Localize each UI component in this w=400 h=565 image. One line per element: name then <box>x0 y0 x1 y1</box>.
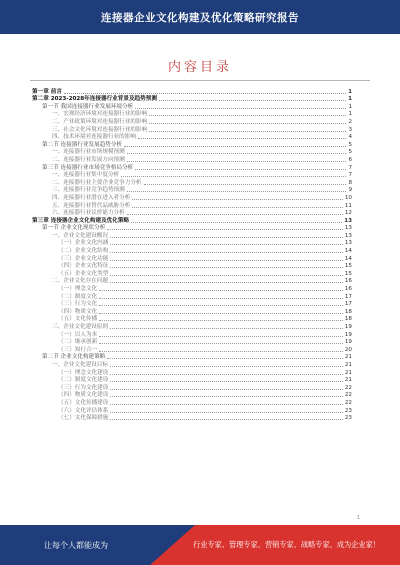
toc-entry-label: （一）企业文化内涵 <box>58 240 109 247</box>
toc-dot-leader <box>107 229 343 230</box>
toc-entry-label: （七）文化保障措施 <box>58 415 109 422</box>
toc-entry[interactable] <box>32 232 352 240</box>
toc-entry-page: 1 <box>348 88 352 95</box>
toc-entry-label: 第一节 我国连接器行业发展环境分析 <box>42 103 134 110</box>
toc-entry[interactable] <box>32 263 352 271</box>
toc-dot-leader <box>110 260 343 261</box>
toc-entry-label: （五）企业文化类型 <box>58 270 109 277</box>
toc-entry-page: 1 <box>348 111 352 118</box>
toc-entry[interactable] <box>32 339 352 347</box>
toc-entry-label: （五）文化传播建设 <box>58 399 109 406</box>
toc-entry-label: （四）企业文化特征 <box>58 263 109 270</box>
toc-dot-leader <box>110 252 343 253</box>
toc-entry-label: （三）行为文化建设 <box>58 384 109 391</box>
toc-dot-leader <box>135 108 346 109</box>
toc-dot-leader <box>99 290 343 291</box>
toc-dot-leader <box>99 343 343 344</box>
toc-entry-page: 19 <box>344 339 352 346</box>
toc-entry-page: 22 <box>344 399 352 406</box>
toc-entry-page: 8 <box>348 179 352 186</box>
toc-dot-leader <box>131 222 342 223</box>
toc-dot-leader <box>124 146 346 147</box>
toc-entry-page: 14 <box>344 255 352 262</box>
toc-entry-label: 第三节 连接器行业市场竞争格局分析 <box>42 164 134 171</box>
toc-entry[interactable] <box>32 323 352 331</box>
toc-entry-page: 7 <box>348 172 352 179</box>
toc-dot-leader <box>99 298 343 299</box>
toc-entry-page: 15 <box>344 263 352 270</box>
toc-dot-leader <box>110 244 343 245</box>
toc-entry-page: 13 <box>344 217 352 224</box>
toc-entry-label: （二）继承创新 <box>58 339 98 346</box>
footer-slogan-right: 行业专家、管理专家、营销专家、战略专家、成为企业家！ <box>193 540 380 549</box>
toc-dot-leader <box>132 199 343 200</box>
toc-entry[interactable] <box>32 255 352 263</box>
toc-entry[interactable] <box>32 179 352 187</box>
toc-entry-page: 11 <box>344 202 352 209</box>
toc-entry[interactable] <box>32 118 352 126</box>
toc-entry-label: （一）理念文化 <box>58 286 98 293</box>
toc-entry-label: 三、连接器行业竞争趋势预测 <box>52 187 125 194</box>
toc-entry-label: 一、连接器行业集中度分析 <box>52 172 120 179</box>
toc-entry-page: 5 <box>348 149 352 156</box>
toc-dot-leader <box>127 161 347 162</box>
toc-entry-label: 五、连接器行业替代品威胁分析 <box>52 202 131 209</box>
toc-dot-leader <box>99 305 343 306</box>
toc-entry[interactable] <box>32 331 352 339</box>
toc-dot-leader <box>110 381 343 382</box>
toc-entry-label: 四、连接器行业潜在进入者分析 <box>52 194 131 201</box>
toc-dot-leader <box>110 267 343 268</box>
toc-entry[interactable] <box>32 415 352 423</box>
toc-entry[interactable] <box>32 316 352 324</box>
toc-dot-leader <box>127 191 347 192</box>
toc-entry-page: 2 <box>348 118 352 125</box>
toc-entry-page: 12 <box>344 210 352 217</box>
toc-entry-page: 20 <box>344 346 352 353</box>
toc-dot-leader <box>121 176 346 177</box>
toc-entry[interactable] <box>32 392 352 400</box>
toc-entry-page: 19 <box>344 331 352 338</box>
toc-entry[interactable] <box>32 164 352 172</box>
toc-entry-label: 一、企业文化建设目标 <box>52 361 108 368</box>
toc-entry-label: 第三章 连接器企业文化构建及优化策略 <box>32 217 130 224</box>
toc-entry[interactable] <box>32 88 352 96</box>
report-header-bar <box>0 0 400 34</box>
toc-dot-leader <box>110 282 343 283</box>
toc-entry[interactable] <box>32 141 352 149</box>
toc-dot-leader <box>159 100 346 101</box>
toc-entry-page: 16 <box>344 286 352 293</box>
toc-entry-label: 第二节 连接器行业发展趋势分析 <box>42 141 123 148</box>
toc-entry-page: 5 <box>348 141 352 148</box>
toc-entry-label: （四）物质文化建设 <box>58 392 109 399</box>
toc-entry-label: 六、连接器行业议价能力分析 <box>52 210 125 217</box>
toc-dot-leader <box>64 93 346 94</box>
toc-entry-label: 第二节 企业文化构建策略 <box>42 354 106 361</box>
toc-dot-leader <box>135 169 346 170</box>
toc-entry-label: （二）制度文化 <box>58 293 98 300</box>
toc-entry-page: 18 <box>344 308 352 315</box>
toc-entry-page: 22 <box>344 392 352 399</box>
toc-entry[interactable] <box>32 202 352 210</box>
toc-entry[interactable] <box>32 285 352 293</box>
toc-dot-leader <box>149 115 346 116</box>
toc-entry[interactable] <box>32 156 352 164</box>
toc-dot-leader <box>144 184 347 185</box>
toc-entry-label: 二、产业政策环境对连接器行业的影响 <box>52 118 148 125</box>
toc-entry[interactable] <box>32 134 352 142</box>
toc-entry-label: 二、企业文化存在问题 <box>52 278 108 285</box>
toc-entry[interactable] <box>32 111 352 119</box>
toc-entry-page: 9 <box>348 187 352 194</box>
toc-entry-page: 1 <box>348 96 352 103</box>
toc-entry-page: 23 <box>344 407 352 414</box>
footer-bar <box>0 525 400 565</box>
toc-dot-leader <box>149 131 346 132</box>
toc-dot-leader <box>127 153 347 154</box>
toc-dot-leader <box>110 275 343 276</box>
toc-entry[interactable] <box>32 217 352 225</box>
toc-dot-leader <box>110 404 343 405</box>
toc-entry-label: （五）文化传播 <box>58 316 98 323</box>
toc-entry[interactable] <box>32 194 352 202</box>
toc-dot-leader <box>132 207 343 208</box>
toc-entry[interactable] <box>32 103 352 111</box>
toc-entry-page: 1 <box>348 103 352 110</box>
toc-entry[interactable] <box>32 377 352 385</box>
toc-entry-label: 三、社会文化环境对连接器行业的影响 <box>52 126 148 133</box>
toc-entry-label: （三）行为文化 <box>58 301 98 308</box>
toc-entry-page: 15 <box>344 270 352 277</box>
toc-entry[interactable] <box>32 308 352 316</box>
toc-entry-label: （一）理念文化建设 <box>58 369 109 376</box>
toc-dot-leader <box>99 320 343 321</box>
toc-entry[interactable] <box>32 361 352 369</box>
toc-dot-leader <box>127 214 343 215</box>
toc-entry-page: 10 <box>344 194 352 201</box>
toc-entry[interactable] <box>32 247 352 255</box>
toc-entry-label: 第二章 2023-2028年连接器行业背景及趋势预测 <box>32 96 157 103</box>
report-title: 连接器企业文化构建及优化策略研究报告 <box>101 11 299 24</box>
table-of-contents <box>32 88 352 422</box>
toc-entry[interactable] <box>32 278 352 286</box>
toc-entry[interactable] <box>32 301 352 309</box>
toc-entry-label: （四）物质文化 <box>58 308 98 315</box>
toc-entry-label: 第一章 前言 <box>32 88 62 95</box>
toc-dot-leader <box>138 138 347 139</box>
toc-entry[interactable] <box>32 172 352 180</box>
toc-entry-label: 二、连接器行业发展方向预测 <box>52 156 125 163</box>
toc-dot-leader <box>99 313 343 314</box>
toc-dot-leader <box>110 374 343 375</box>
toc-entry-label: （三）企业文化功能 <box>58 255 109 262</box>
toc-entry[interactable] <box>32 96 352 104</box>
toc-entry-label: 一、企业文化建设概况 <box>52 232 108 239</box>
toc-entry-page: 17 <box>344 293 352 300</box>
toc-entry[interactable] <box>32 225 352 233</box>
toc-entry[interactable] <box>32 346 352 354</box>
toc-dot-leader <box>99 351 343 352</box>
toc-dot-leader <box>110 328 343 329</box>
toc-entry-page: 22 <box>344 384 352 391</box>
toc-entry-label: 一、宏观经济环境对连接器行业的影响 <box>52 111 148 118</box>
toc-entry[interactable] <box>32 187 352 195</box>
toc-entry-label: 四、技术环境对连接器行业的影响 <box>52 134 136 141</box>
toc-entry-label: （二）企业文化结构 <box>58 248 109 255</box>
toc-dot-leader <box>110 412 343 413</box>
toc-entry[interactable] <box>32 384 352 392</box>
toc-entry-label: （三）知行合一 <box>58 346 98 353</box>
toc-entry-page: 13 <box>344 225 352 232</box>
toc-entry-page: 14 <box>344 248 352 255</box>
toc-entry[interactable] <box>32 149 352 157</box>
toc-entry-page: 21 <box>344 377 352 384</box>
footer-slogan-left: 让每个人都能成为 <box>44 540 108 550</box>
toc-entry-page: 17 <box>344 301 352 308</box>
toc-entry[interactable] <box>32 407 352 415</box>
toc-entry-page: 13 <box>344 240 352 247</box>
toc-entry-label: 二、连接器行业主要企业竞争力分析 <box>52 179 142 186</box>
toc-entry[interactable] <box>32 369 352 377</box>
toc-entry-page: 18 <box>344 316 352 323</box>
toc-entry-label: 三、企业文化建设原则 <box>52 324 108 330</box>
toc-entry-page: 16 <box>344 278 352 285</box>
toc-entry-label: （一）以人为本 <box>58 331 98 338</box>
toc-dot-leader <box>110 366 343 367</box>
toc-entry-label: 一、连接器行业市场规模预测 <box>52 149 125 156</box>
toc-entry-label: （二）制度文化建设 <box>58 377 109 384</box>
toc-entry[interactable] <box>32 210 352 218</box>
toc-entry-page: 4 <box>348 134 352 141</box>
toc-dot-leader <box>149 123 346 124</box>
toc-entry[interactable] <box>32 240 352 248</box>
toc-heading: 内容目录 <box>167 60 232 75</box>
toc-entry[interactable] <box>32 293 352 301</box>
toc-entry[interactable] <box>32 354 352 362</box>
toc-dot-leader <box>110 237 343 238</box>
toc-dot-leader <box>107 358 343 359</box>
page-number: 1 <box>356 515 360 521</box>
toc-dot-leader <box>99 336 343 337</box>
toc-entry-page: 7 <box>348 164 352 171</box>
toc-dot-leader <box>110 419 343 420</box>
toc-entry-page: 23 <box>344 415 352 422</box>
toc-divider <box>30 80 370 81</box>
toc-entry-page: 21 <box>344 361 352 368</box>
toc-entry[interactable] <box>32 399 352 407</box>
toc-entry-page: 21 <box>344 369 352 376</box>
toc-entry-label: 第一节 企业文化现状分析 <box>42 225 106 232</box>
toc-entry-page: 13 <box>344 232 352 239</box>
toc-entry-page: 19 <box>344 324 352 330</box>
toc-entry-page: 3 <box>348 126 352 133</box>
toc-entry-page: 6 <box>348 156 352 163</box>
toc-entry[interactable] <box>32 270 352 278</box>
toc-dot-leader <box>110 396 343 397</box>
toc-dot-leader <box>110 389 343 390</box>
toc-entry-label: （六）文化评估体系 <box>58 407 109 414</box>
toc-entry[interactable] <box>32 126 352 134</box>
toc-entry-page: 21 <box>344 354 352 361</box>
